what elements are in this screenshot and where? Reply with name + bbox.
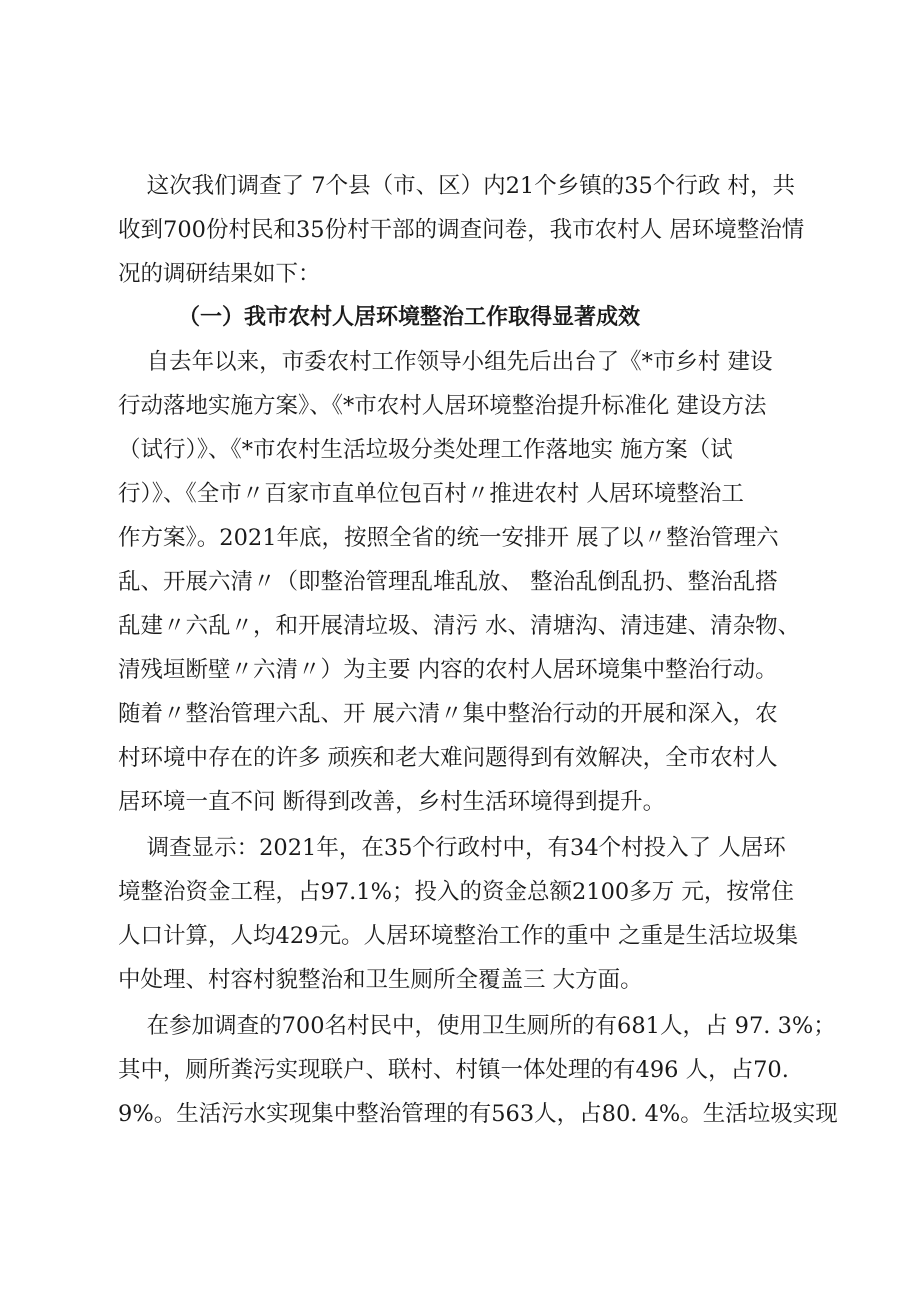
paragraph-3-line-1: 调查显示：2021年，在35个行政村中，有34个村投入了 人居环 — [118, 835, 786, 861]
paragraph-4-line-1: 在参加调查的700名村民中，使用卫生厕所的有681人，占 97. 3%； — [118, 1013, 836, 1039]
paragraph-2-line-7: 乱建〃六乱〃，和开展清垃圾、清污 水、清塘沟、清违建、清杂物、 — [118, 613, 801, 639]
paragraph-2-line-1: 自去年以来，市委农村工作领导小组先后出台了《*市乡村 建设 — [118, 349, 773, 375]
paragraph-2-line-6: 乱、开展六清〃（即整治管理乱堆乱放、 整治乱倒乱扔、整治乱搭 — [118, 569, 778, 595]
paragraph-2-line-3: （试行）》、《*市农村生活垃圾分类处理工作落地实 施方案（试 — [118, 437, 733, 463]
paragraph-2-line-5: 作方案》。2021年底，按照全省的统一安排开 展了以〃整治管理六 — [118, 525, 779, 551]
paragraph-2-line-11: 居环境一直不问 断得到改善，乡村生活环境得到提升。 — [118, 789, 666, 815]
paragraph-1-line-1: 这次我们调查了 7个县（市、区）内21个乡镇的35个行政 村，共 — [118, 173, 795, 199]
paragraph-4-line-3: 9%。生活污水实现集中整治管理的有563人，占80. 4%。生活垃圾实现 — [118, 1101, 838, 1127]
paragraph-1-line-3: 况的调研结果如下： — [118, 261, 321, 287]
paragraph-3-line-2: 境整治资金工程，占97.1%；投入的资金总额2100多万 元，按常住 — [118, 879, 794, 905]
paragraph-2-line-2: 行动落地实施方案》、《*市农村人居环境整治提升标准化 建设方法 — [118, 393, 767, 419]
paragraph-3-line-4: 中处理、村容村貌整治和卫生厕所全覆盖三 大方面。 — [118, 967, 643, 993]
paragraph-4-line-2: 其中，厕所粪污实现联户、联村、村镇一体处理的有496 人，占70. — [118, 1057, 789, 1083]
paragraph-2-line-10: 村环境中存在的许多 顽疾和老大难问题得到有效解决，全市农村人 — [118, 745, 778, 771]
section-heading: （一）我市农村人居环境整治工作取得显著成效 — [178, 305, 641, 330]
paragraph-1-line-2: 收到700份村民和35份村干部的调查问卷，我市农村人 居环境整治情 — [118, 217, 805, 243]
paragraph-2-line-9: 随着〃整治管理六乱、开 展六清〃集中整治行动的开展和深入，农 — [118, 701, 778, 727]
paragraph-2-line-4: 行）》、《全市〃百家市直单位包百村〃推进农村 人居环境整治工 — [118, 481, 744, 507]
paragraph-2-line-8: 清残垣断壁〃六清〃）为主要 内容的农村人居环境集中整治行动。 — [118, 657, 778, 683]
paragraph-3-line-3: 人口计算，人均429元。人居环境整治工作的重中 之重是生活垃圾集 — [118, 923, 799, 949]
